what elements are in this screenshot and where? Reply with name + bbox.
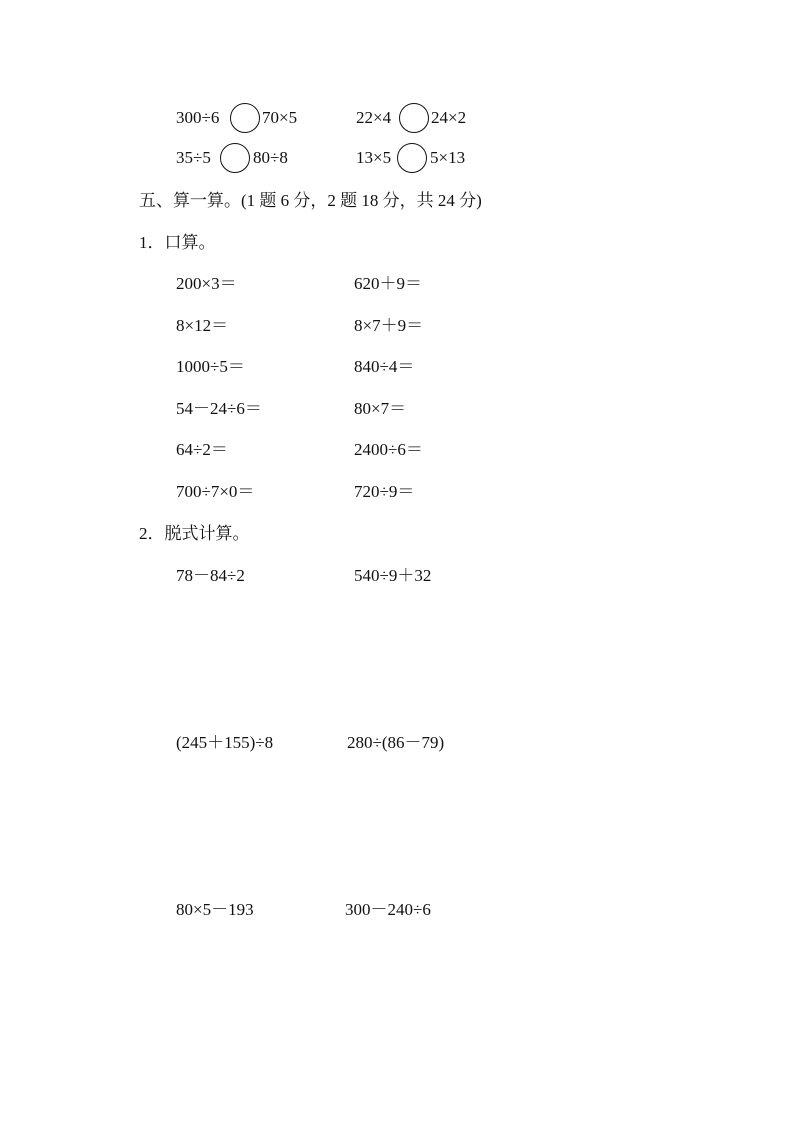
answer-circle[interactable] [220, 143, 250, 173]
compare-left: 13×5 [356, 148, 392, 167]
step-calc-item: 280÷(86－79) [347, 733, 445, 752]
answer-circle[interactable] [230, 103, 260, 133]
compare-right: 70×5 [262, 108, 298, 127]
compare-right: 80÷8 [253, 148, 288, 167]
oral-item: 54－24÷6＝ [176, 399, 262, 418]
oral-item: 200×3＝ [176, 274, 237, 293]
step-calc-item: 540÷9＋32 [354, 566, 432, 585]
oral-item: 620＋9＝ [354, 274, 422, 293]
part2-title: 2．脱式计算。 [139, 524, 250, 543]
oral-item: 840÷4＝ [354, 357, 415, 376]
oral-item: 1000÷5＝ [176, 357, 245, 376]
compare-item-2 [356, 103, 496, 133]
compare-left: 22×4 [356, 108, 392, 127]
compare-right: 24×2 [431, 108, 467, 127]
oral-item: 64÷2＝ [176, 440, 228, 459]
step-calc-item: 80×5－193 [176, 900, 254, 919]
compare-left: 35÷5 [176, 148, 211, 167]
part1-title: 1．口算。 [139, 233, 216, 252]
section-heading: 五、算一算。(1 题 6 分，2 题 18 分，共 24 分) [139, 191, 482, 210]
compare-left: 300÷6 [176, 108, 220, 127]
compare-item-1 [176, 103, 316, 133]
answer-circle[interactable] [397, 143, 427, 173]
step-calc-item: (245＋155)÷8 [176, 733, 274, 752]
oral-item: 2400÷6＝ [354, 440, 423, 459]
oral-item: 8×7＋9＝ [354, 316, 424, 335]
oral-item: 8×12＝ [176, 316, 229, 335]
answer-circle[interactable] [399, 103, 429, 133]
compare-right: 5×13 [430, 148, 466, 167]
step-calc-item: 300－240÷6 [345, 900, 431, 919]
compare-item-4 [356, 143, 496, 173]
oral-item: 80×7＝ [354, 399, 407, 418]
oral-item: 720÷9＝ [354, 482, 415, 501]
step-calc-item: 78－84÷2 [176, 566, 245, 585]
oral-item: 700÷7×0＝ [176, 482, 255, 501]
compare-item-3 [176, 143, 316, 173]
